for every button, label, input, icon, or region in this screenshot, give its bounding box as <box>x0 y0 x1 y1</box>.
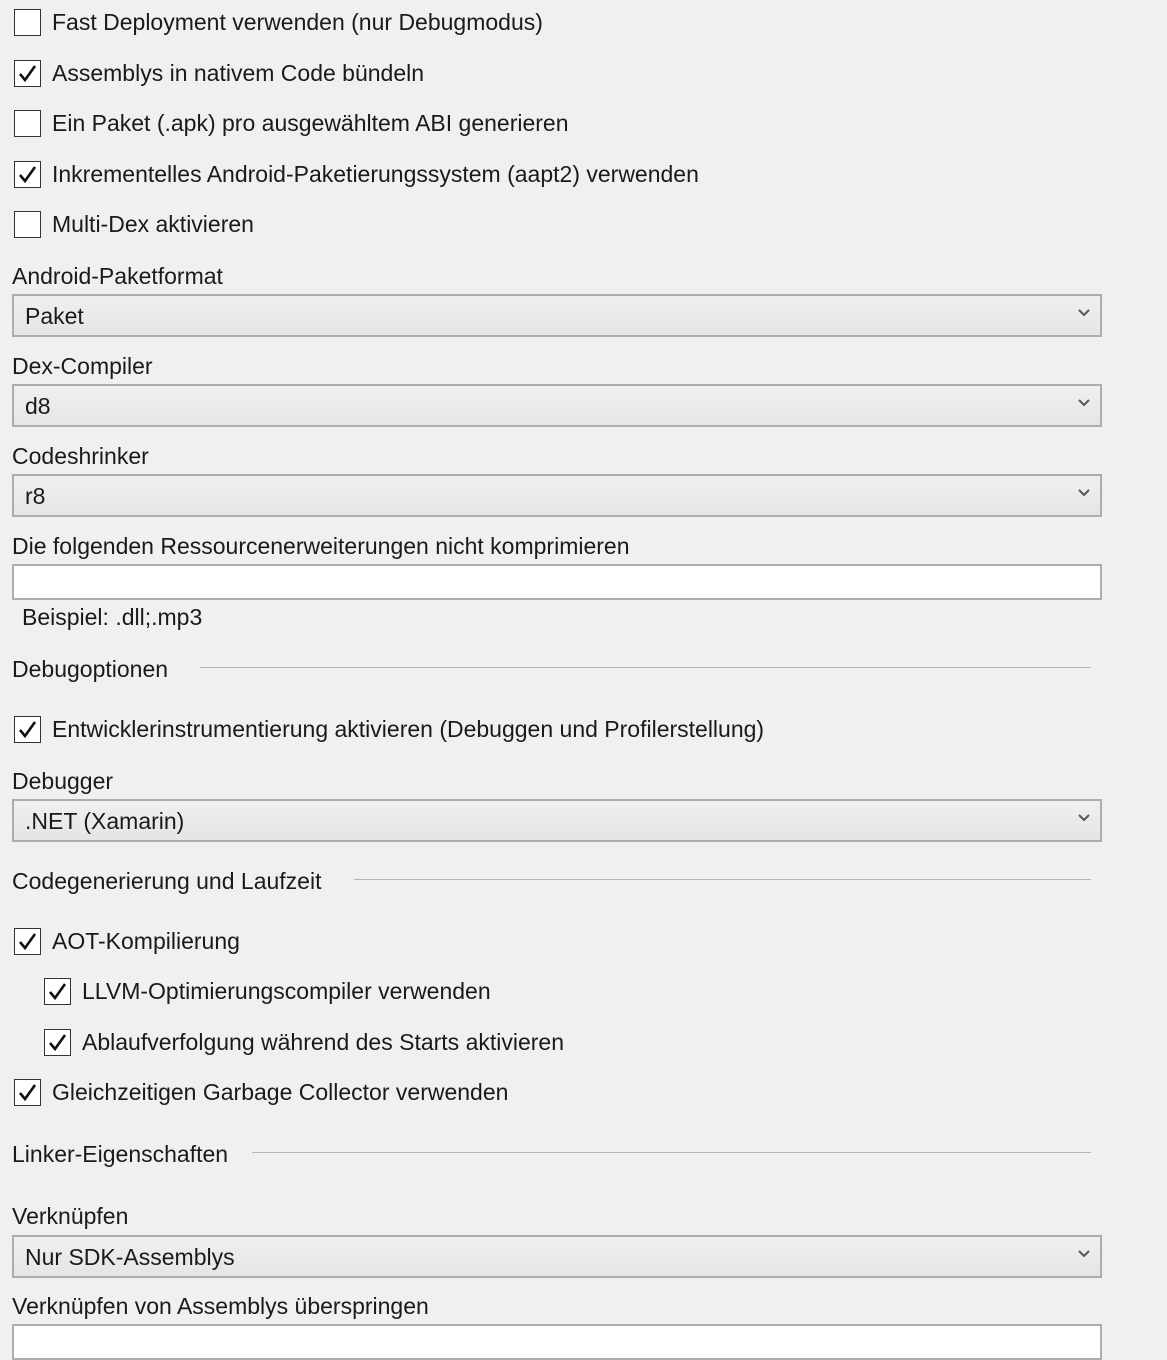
dropdown-value: r8 <box>25 483 46 509</box>
chevron-down-icon <box>1078 488 1090 498</box>
checkbox-label: Ein Paket (.apk) pro ausgewähltem ABI generieren <box>52 109 569 136</box>
skip-linking-input[interactable] <box>12 1324 1102 1360</box>
linking-label: Verknüpfen <box>12 1203 129 1229</box>
dropdown-value: .NET (Xamarin) <box>25 808 185 834</box>
checkbox-label: Entwicklerinstrumentierung aktivieren (Debuggen und Profilerstellung) <box>52 715 765 742</box>
linking-dropdown[interactable] <box>12 1235 1102 1278</box>
checkmark-icon <box>44 1029 71 1056</box>
checkbox-label: LLVM-Optimierungscompiler verwenden <box>82 977 491 1004</box>
fast-deployment-checkbox[interactable] <box>14 7 543 37</box>
checkmark-icon <box>14 928 41 955</box>
chevron-down-icon <box>1078 308 1090 318</box>
linker-header: Linker-Eigenschaften <box>12 1141 229 1167</box>
checkbox-label: Multi-Dex aktivieren <box>52 210 254 237</box>
checkmark-icon <box>14 1079 41 1106</box>
debugger-dropdown[interactable] <box>12 799 1102 842</box>
dex-compiler-dropdown[interactable] <box>12 384 1102 427</box>
no-compress-hint: Beispiel: .dll;.mp3 <box>22 604 203 630</box>
checkbox-label: Ablaufverfolgung während des Starts aktivieren <box>82 1028 565 1055</box>
codegen-header: Codegenerierung und Laufzeit <box>12 868 322 894</box>
checkbox-label: Inkrementelles Android-Paketierungssystem (aapt2) verwenden <box>52 160 699 187</box>
no-compress-label: Die folgenden Ressourcenerweiterungen nicht komprimieren <box>12 533 630 559</box>
multidex-checkbox[interactable] <box>14 209 254 239</box>
aot-checkbox[interactable] <box>14 926 240 956</box>
aapt2-checkbox[interactable] <box>14 159 699 189</box>
dex-compiler-label: Dex-Compiler <box>12 353 153 379</box>
bundle-assemblies-checkbox[interactable] <box>14 58 424 88</box>
checkbox-label: Assemblys in nativem Code bündeln <box>52 59 425 86</box>
code-shrinker-dropdown[interactable] <box>12 474 1102 517</box>
dropdown-value: Paket <box>25 303 84 329</box>
checkbox-unchecked-icon <box>14 211 41 238</box>
code-shrinker-label: Codeshrinker <box>12 443 149 469</box>
package-format-label: Android-Paketformat <box>12 263 223 289</box>
debugger-label: Debugger <box>12 768 114 794</box>
chevron-down-icon <box>1078 398 1090 408</box>
checkbox-label: Fast Deployment verwenden (nur Debugmodus) <box>52 8 543 35</box>
chevron-down-icon <box>1078 1249 1090 1259</box>
checkmark-icon <box>14 60 41 87</box>
dropdown-value: d8 <box>25 393 51 419</box>
debug-options-header: Debugoptionen <box>12 656 169 682</box>
section-divider <box>354 879 1091 880</box>
checkbox-label: Gleichzeitigen Garbage Collector verwenden <box>52 1078 509 1105</box>
concurrent-gc-checkbox[interactable] <box>14 1077 508 1107</box>
checkbox-unchecked-icon <box>14 9 41 36</box>
startup-tracing-checkbox[interactable] <box>44 1027 564 1057</box>
section-divider <box>200 667 1091 668</box>
chevron-down-icon <box>1078 813 1090 823</box>
apk-per-abi-checkbox[interactable] <box>14 108 569 138</box>
section-divider <box>252 1152 1091 1153</box>
skip-linking-label: Verknüpfen von Assemblys überspringen <box>12 1293 429 1319</box>
checkbox-unchecked-icon <box>14 110 41 137</box>
dropdown-value: Nur SDK-Assemblys <box>25 1244 235 1270</box>
checkmark-icon <box>44 978 71 1005</box>
checkmark-icon <box>14 161 41 188</box>
checkmark-icon <box>14 716 41 743</box>
package-format-dropdown[interactable] <box>12 294 1102 337</box>
no-compress-input[interactable] <box>12 564 1102 600</box>
checkbox-label: AOT-Kompilierung <box>52 927 240 954</box>
dev-instrumentation-checkbox[interactable] <box>14 714 764 744</box>
llvm-checkbox[interactable] <box>44 976 491 1006</box>
